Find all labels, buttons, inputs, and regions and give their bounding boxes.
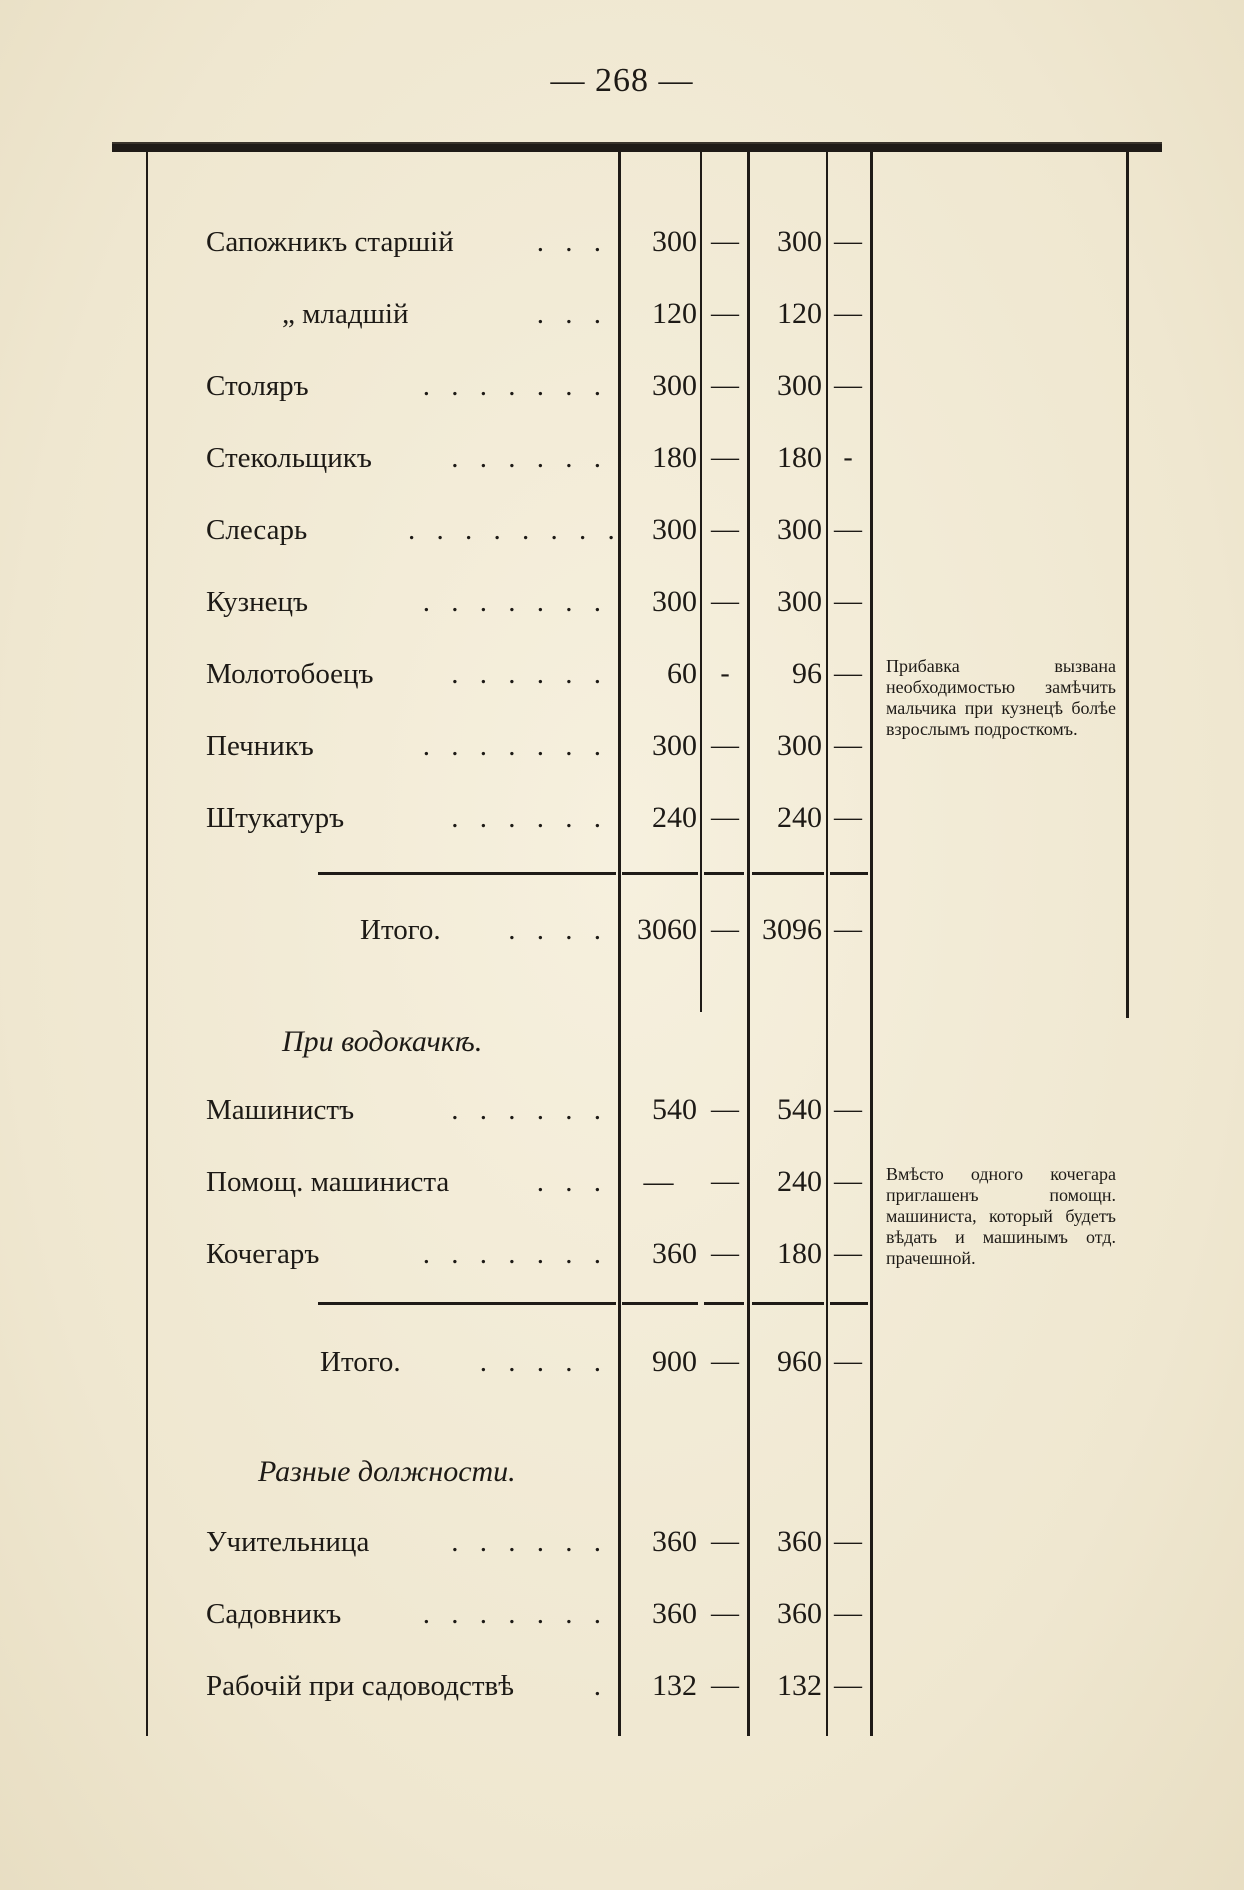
total-a-rule-d1	[704, 872, 744, 875]
row-label: Кочегаръ	[206, 1238, 320, 1270]
row-label: Машинистъ	[206, 1094, 355, 1126]
table-row	[0, 1594, 1244, 1634]
kopeck-old: —	[711, 226, 739, 257]
total-kopeck-new: —	[834, 914, 862, 945]
table-row	[0, 1666, 1244, 1706]
kopeck-old: —	[711, 370, 739, 401]
table-row	[0, 798, 1244, 838]
row-dots: . . .	[536, 226, 608, 258]
table-row	[0, 366, 1244, 406]
row-label: Печникъ	[206, 730, 314, 762]
value-new: 132	[777, 1669, 822, 1702]
total-b-rule-v1	[622, 1302, 698, 1305]
top-double-rule	[112, 142, 1162, 152]
total-a-rule-v1	[622, 872, 698, 875]
value-old: 540	[652, 1093, 697, 1126]
kopeck-new: —	[834, 1598, 862, 1629]
total-b-rule-d1	[704, 1302, 744, 1305]
total-kopeck-old: —	[711, 914, 739, 945]
table-row	[0, 1522, 1244, 1562]
row-label: Молотобоецъ	[206, 658, 374, 690]
row-dots: . . . . . . .	[422, 1598, 608, 1630]
value-new: 360	[777, 1525, 822, 1558]
row-dots: .	[593, 1670, 608, 1702]
total-value-old: 3060	[637, 913, 697, 946]
row-dots: . . . . . .	[451, 1094, 608, 1126]
kopeck-new: -	[843, 442, 853, 473]
row-dots: . . . . . . .	[422, 730, 608, 762]
total-b-rule-d2	[830, 1302, 868, 1305]
value-old: 360	[652, 1597, 697, 1630]
kopeck-old: —	[711, 514, 739, 545]
value-old: 360	[652, 1525, 697, 1558]
kopeck-new: —	[834, 802, 862, 833]
note-molotoboets: Прибавка вызвана необходимостью замѣчить мальчика при кузнецѣ болѣе взрослымъ подросткомъ.	[886, 656, 1116, 739]
value-new: 540	[777, 1093, 822, 1126]
table-row	[0, 510, 1244, 550]
kopeck-old: —	[711, 1598, 739, 1629]
total-a-rule-v2	[752, 872, 824, 875]
note-vodokachka: Вмѣсто одного кочегара приглашенъ помощн. машиниста, который будетъ вѣдать и машинымъ отд. прачешной.	[886, 1164, 1116, 1268]
kopeck-old: —	[711, 1526, 739, 1557]
table-row	[0, 582, 1244, 622]
row-label: Рабочій при садоводствѣ	[206, 1670, 514, 1702]
value-new: 300	[777, 729, 822, 762]
total-label: Итого.	[360, 914, 441, 946]
kopeck-old: —	[711, 298, 739, 329]
row-dots: . . . . . .	[451, 802, 608, 834]
kopeck-new: —	[834, 226, 862, 257]
value-new: 96	[792, 657, 822, 690]
kopeck-new: —	[834, 730, 862, 761]
kopeck-old: —	[711, 1670, 739, 1701]
total-b-rule-label	[318, 1302, 616, 1305]
row-dots: . . . . . . .	[422, 586, 608, 618]
value-new: 240	[777, 801, 822, 834]
row-dots: . . .	[536, 298, 608, 330]
row-dots: . . . . . . .	[422, 1238, 608, 1270]
row-label: Кузнецъ	[206, 586, 309, 618]
value-old: 132	[652, 1669, 697, 1702]
value-new: 300	[777, 513, 822, 546]
row-label: Помощ. машиниста	[206, 1166, 450, 1198]
value-old: 300	[652, 585, 697, 618]
kopeck-old: —	[711, 1238, 739, 1269]
kopeck-new: —	[834, 370, 862, 401]
row-dots: . . . . . . .	[422, 370, 608, 402]
table-row	[0, 222, 1244, 262]
value-old: 60	[667, 657, 697, 690]
total-b-rule-v2	[752, 1302, 824, 1305]
table-row	[0, 438, 1244, 478]
section-title: Разные должности.	[258, 1455, 516, 1488]
total-kopeck-new: —	[834, 1346, 862, 1377]
value-new: 300	[777, 225, 822, 258]
total-value-old: 900	[652, 1345, 697, 1378]
row-dots: . . . . . .	[451, 1526, 608, 1558]
kopeck-new: —	[834, 658, 862, 689]
kopeck-new: —	[834, 1094, 862, 1125]
value-old: 300	[652, 369, 697, 402]
value-old: 120	[652, 297, 697, 330]
row-label: Учительница	[206, 1526, 370, 1558]
total-row	[0, 910, 1244, 950]
value-new: 240	[777, 1165, 822, 1198]
row-dots: . . . .	[508, 914, 608, 946]
value-old: 300	[652, 225, 697, 258]
row-label: Слесарь	[206, 514, 308, 546]
value-new: 180	[777, 1237, 822, 1270]
kopeck-old: —	[711, 802, 739, 833]
kopeck-new: —	[834, 298, 862, 329]
total-value-new: 3096	[762, 913, 822, 946]
table-row	[0, 1090, 1244, 1130]
row-label: Столяръ	[206, 370, 309, 402]
row-dots: . . . . . .	[451, 658, 608, 690]
kopeck-old: —	[711, 586, 739, 617]
value-old: 300	[652, 729, 697, 762]
kopeck-new: —	[834, 1670, 862, 1701]
row-dots: . . . . . . . .	[408, 514, 622, 546]
value-old: —	[643, 1165, 674, 1198]
value-new: 300	[777, 585, 822, 618]
kopeck-new: —	[834, 1166, 862, 1197]
total-a-rule-d2	[830, 872, 868, 875]
kopeck-old: —	[711, 730, 739, 761]
value-old: 180	[652, 441, 697, 474]
kopeck-old: —	[711, 442, 739, 473]
total-kopeck-old: —	[711, 1346, 739, 1377]
value-new: 120	[777, 297, 822, 330]
kopeck-new: —	[834, 1526, 862, 1557]
value-old: 240	[652, 801, 697, 834]
row-label: Садовникъ	[206, 1598, 342, 1630]
total-row	[0, 1342, 1244, 1382]
section-title: При водокачкѣ.	[282, 1025, 483, 1058]
kopeck-new: —	[834, 586, 862, 617]
value-new: 360	[777, 1597, 822, 1630]
row-dots: . . . . .	[479, 1346, 608, 1378]
total-a-rule-label	[318, 872, 616, 875]
row-label: Штукатуръ	[206, 802, 345, 834]
kopeck-new: —	[834, 1238, 862, 1269]
kopeck-old: -	[720, 658, 730, 689]
value-new: 180	[777, 441, 822, 474]
row-dots: . . .	[536, 1166, 608, 1198]
value-old: 300	[652, 513, 697, 546]
total-label: Итого.	[320, 1346, 401, 1378]
value-old: 360	[652, 1237, 697, 1270]
table-row	[0, 294, 1244, 334]
kopeck-old: —	[711, 1094, 739, 1125]
page-number: — 268 —	[550, 62, 694, 99]
row-label: Стекольщикъ	[206, 442, 372, 474]
total-value-new: 960	[777, 1345, 822, 1378]
row-label: Сапожникъ старшій	[206, 226, 454, 258]
kopeck-new: —	[834, 514, 862, 545]
row-label: „ младшій	[282, 298, 409, 330]
value-new: 300	[777, 369, 822, 402]
kopeck-old: —	[711, 1166, 739, 1197]
row-dots: . . . . . .	[451, 442, 608, 474]
